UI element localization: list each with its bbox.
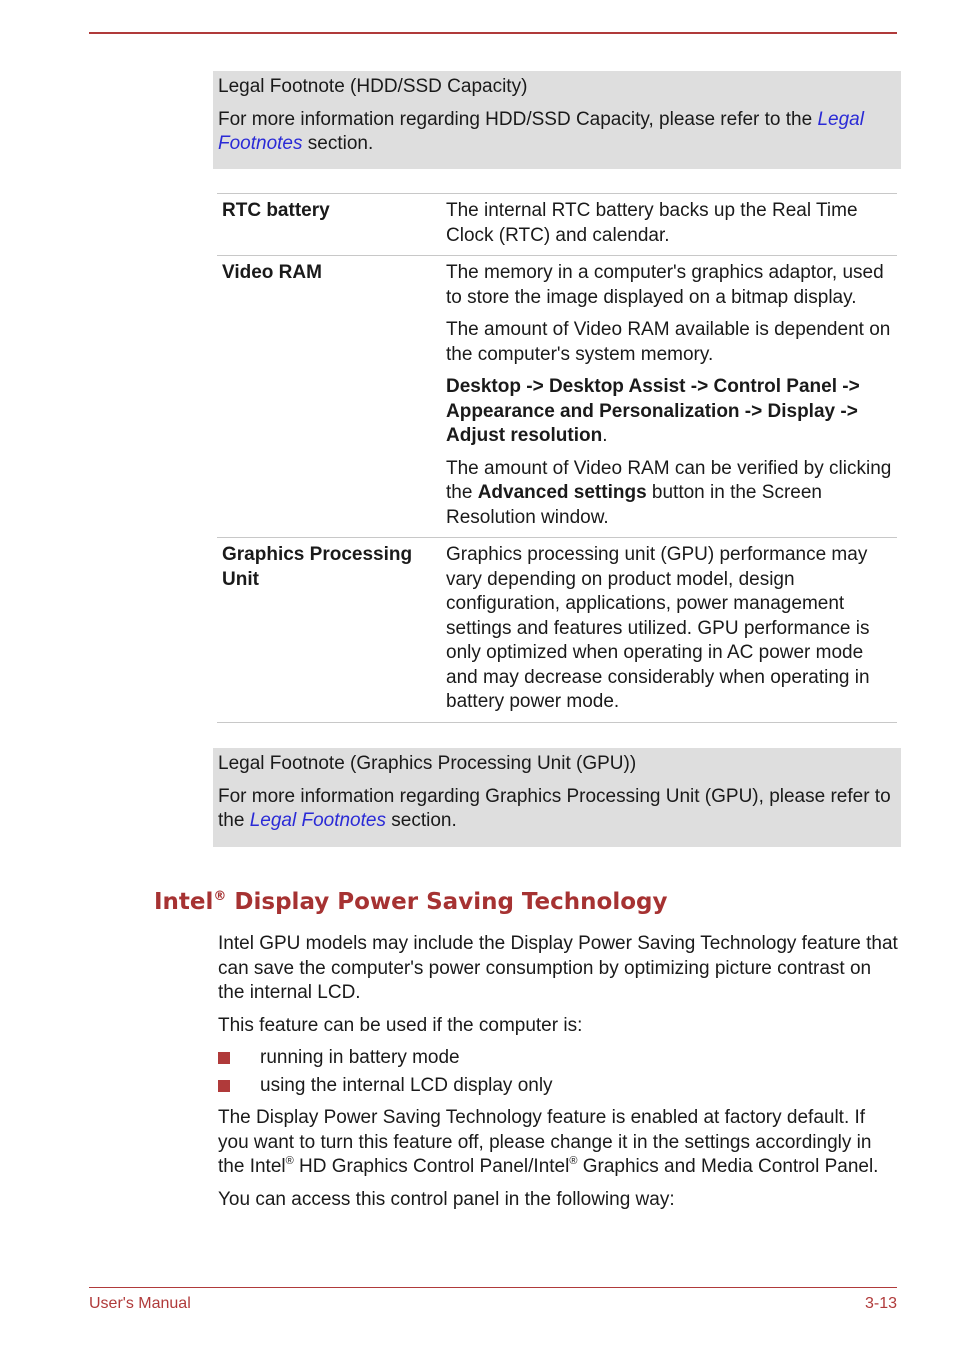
note-text-before: For more information regarding Graphics Processing Unit (GPU), please refer to the [218,785,891,831]
header-rule [89,32,897,34]
section-heading [154,886,667,918]
table-row-video-ram [217,256,897,538]
registered-mark: ® [285,1155,294,1167]
page-number: 3-13 [864,1295,897,1312]
body-paragraph: Intel GPU models may include the Display Power Saving Technology feature that can save the computer's power consumption by optimizing picture contrast on the internal LCD. [218,933,898,1003]
note-text-after: section. [385,810,457,831]
footer-title: User's Manual [89,1295,191,1312]
settings-path [446,375,897,449]
desc-paragraph: The amount of Video RAM available is dependent on the computer's system memory. [446,319,891,365]
list-item-text: using the internal LCD display only [260,1074,553,1096]
term-rtc-battery: RTC battery [222,200,330,221]
table-row-gpu [217,538,897,723]
desc-paragraph: The internal RTC battery backs up the Real Time Clock (RTC) and calendar. [446,200,858,246]
body-paragraph: You can access this control panel in the following way: [218,1188,675,1210]
note-text-before: For more information regarding HDD/SSD Capacity, please refer to the [218,108,818,130]
note-title: Legal Footnote (Graphics Processing Unit (GPU)) [218,753,637,774]
term-gpu: Graphics Processing Unit [222,544,413,590]
term-video-ram: Video RAM [222,262,322,283]
body-paragraph: This feature can be used if the computer is: [218,1014,583,1036]
heading-intel: Intel [154,889,214,915]
text-part: The Display Power Saving Technology feature is enabled at factory default. If you want to turn this feature off, please change it in the settings accordingly in the Intel [218,1107,872,1177]
square-bullet-icon [218,1052,230,1064]
table-row-rtc [217,194,897,256]
desc-video-ram [441,261,897,530]
desc-paragraph [446,457,897,531]
list-item [218,1074,898,1099]
section-body [218,932,898,1212]
text-part: HD Graphics Control Panel/Intel [293,1156,570,1177]
text-part: Graphics and Media Control Panel. [577,1156,879,1177]
note-text [218,785,897,834]
registered-mark: ® [569,1155,578,1167]
legal-footnote-gpu [213,748,901,847]
legal-footnotes-link[interactable]: Legal Footnotes [249,810,386,831]
desc-gpu [441,543,897,715]
square-bullet-icon [218,1080,230,1092]
note-title: Legal Footnote (HDD/SSD Capacity) [218,76,528,97]
settings-path-bold: Desktop -> Desktop Assist -> Control Panel -> Appearance and Personalization -> Display -> Adjust resolution [446,376,860,446]
settings-path-end: . [602,425,608,446]
legal-footnote-hdd [213,71,901,169]
note-text-after: section. [302,133,374,154]
advanced-settings-label: Advanced settings [477,482,647,503]
body-paragraph [218,1106,898,1180]
heading-rest: Display Power Saving Technology [226,889,668,915]
desc-paragraph: The memory in a computer's graphics adaptor, used to store the image displayed on a bitmap display. [446,262,884,308]
registered-mark: ® [213,889,227,904]
bullet-list [218,1046,898,1098]
list-item [218,1046,898,1071]
desc-paragraph: Graphics processing unit (GPU) performance may vary depending on product model, design configuration, applications, power management settings and features utilized. GPU performance is only optimized when operating in AC power mode and may decrease considerably when operating in battery power mode. [446,544,870,712]
text-before: The amount of Video RAM can be verified by clicking the [446,457,892,503]
note-text [218,108,897,157]
list-item-text: running in battery mode [260,1047,460,1068]
desc-rtc-battery [441,199,897,248]
text-after: button in the Screen Resolution window. [446,482,822,528]
spec-table [217,193,897,723]
legal-footnotes-link[interactable]: Legal Footnotes [218,108,864,154]
footer-rule [89,1287,897,1288]
